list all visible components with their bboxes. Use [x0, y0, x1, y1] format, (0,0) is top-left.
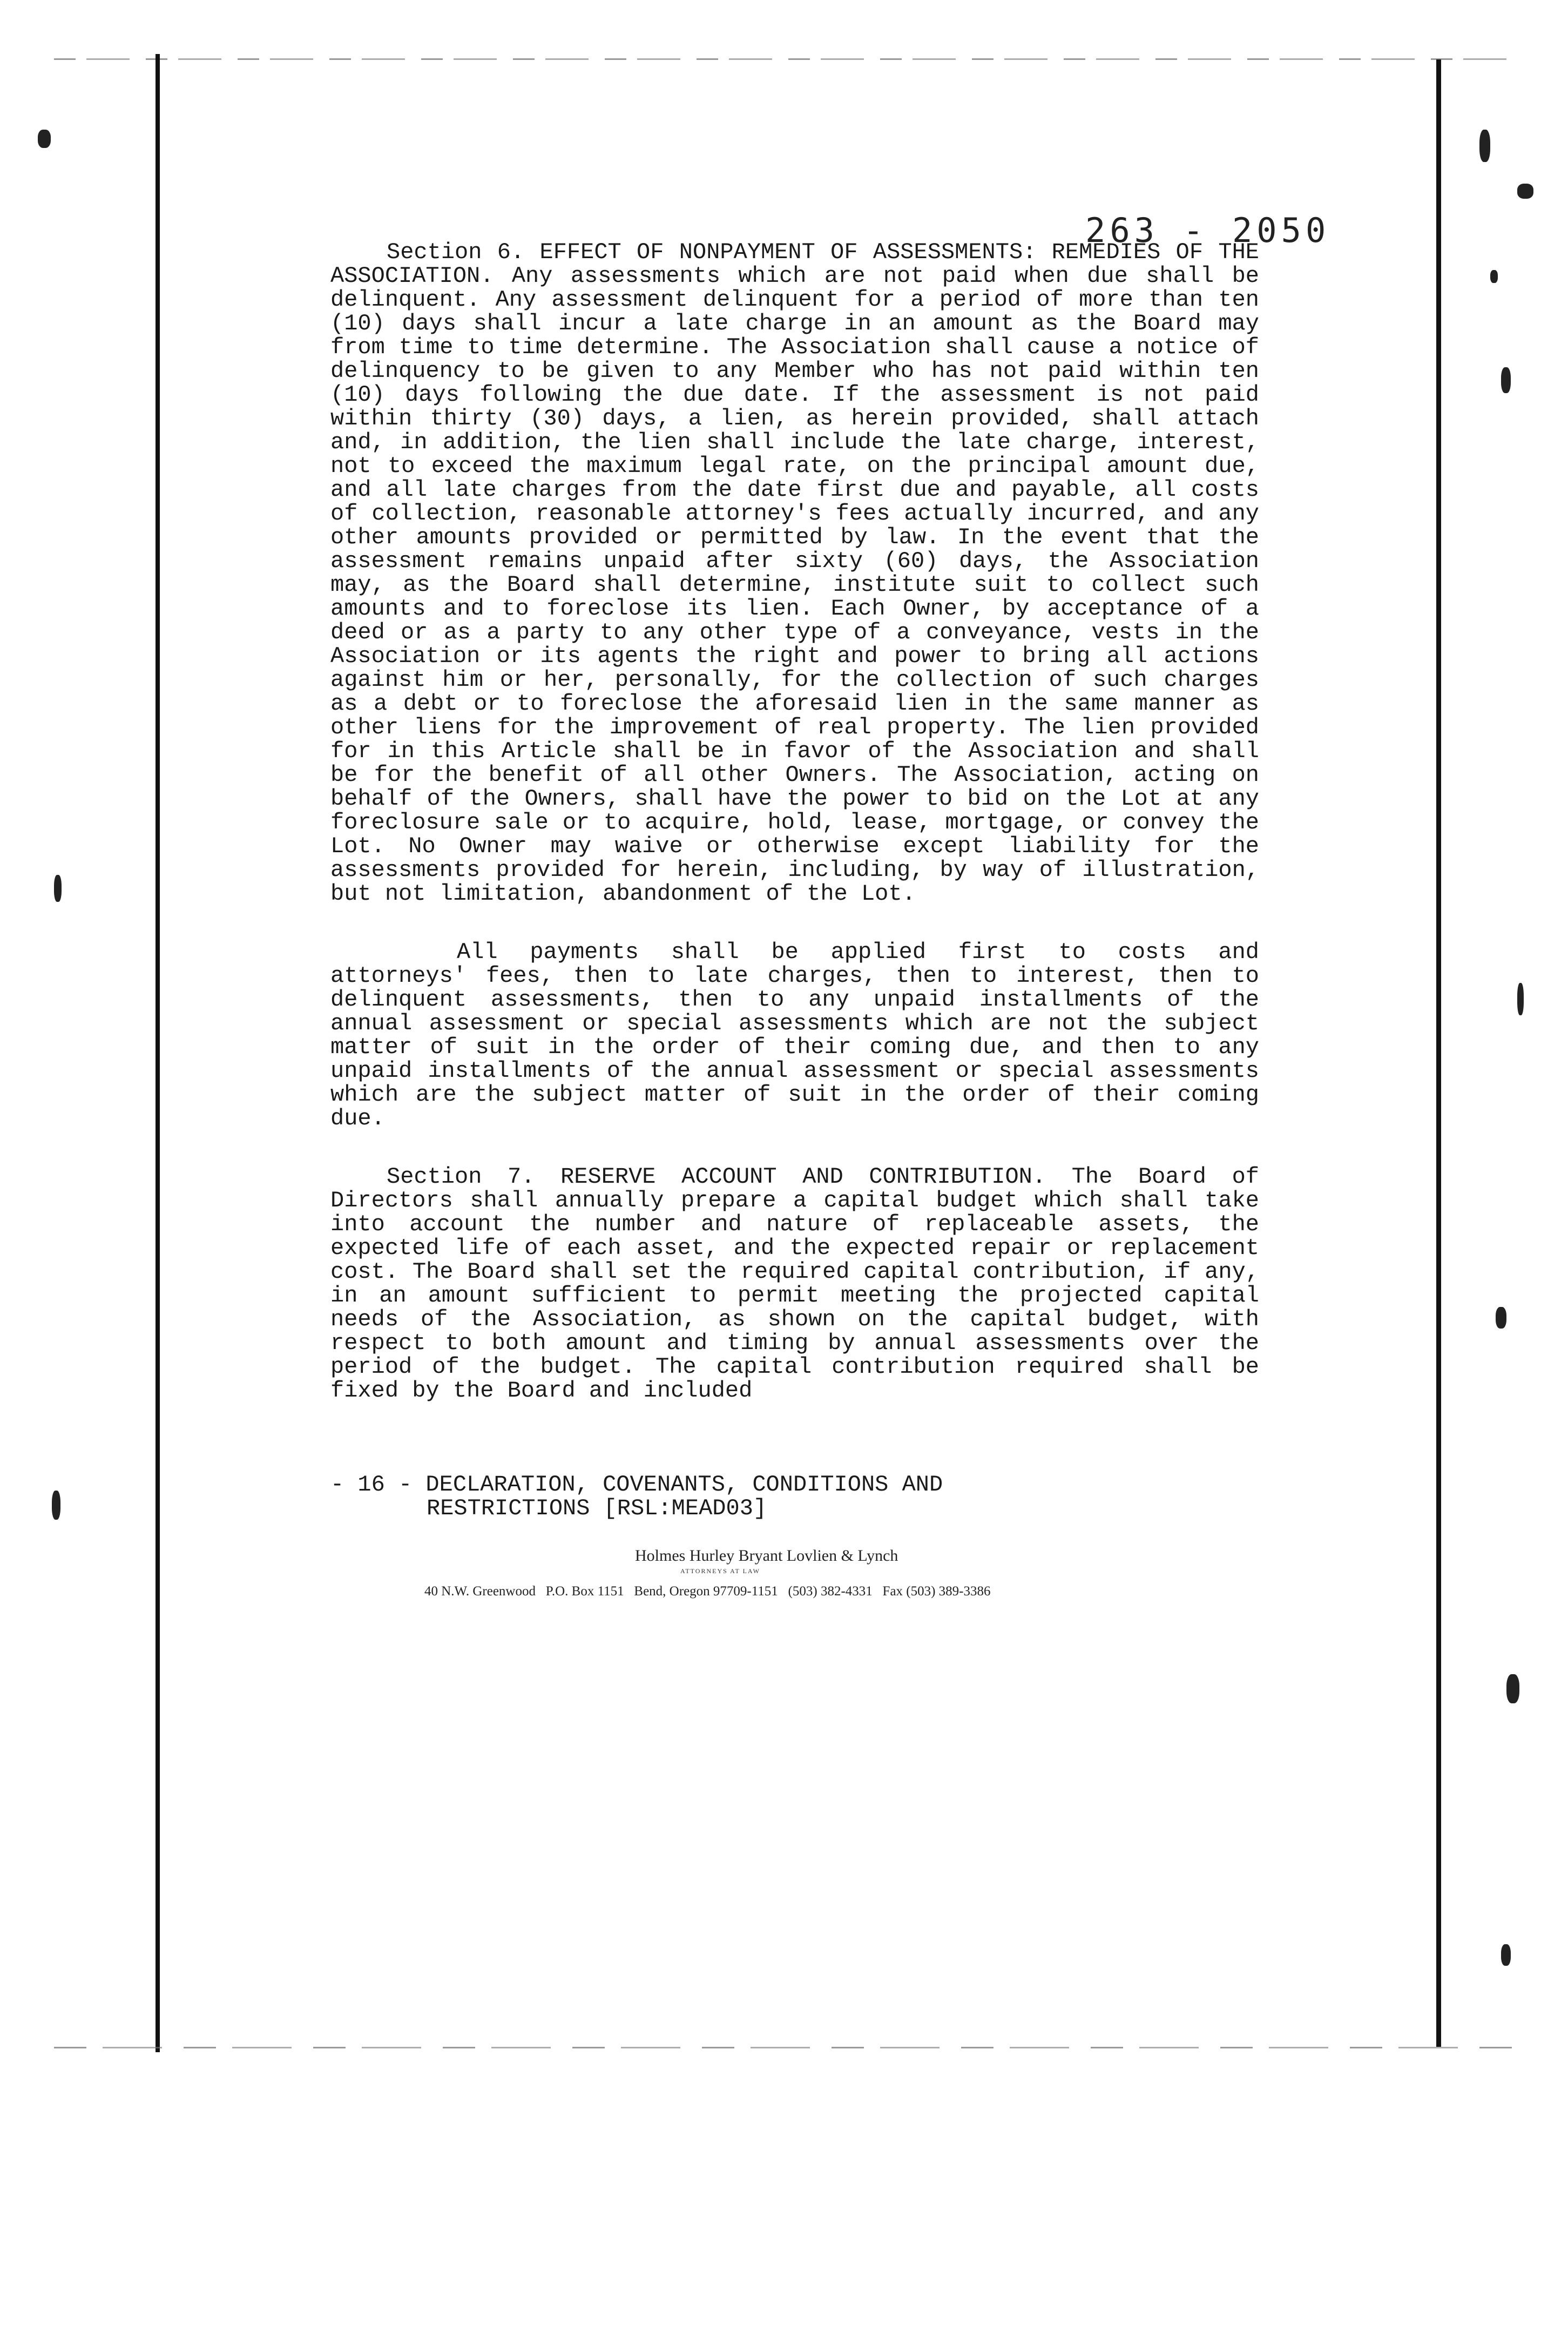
footer-line-2: RESTRICTIONS [RSL:MEAD03]	[427, 1495, 767, 1521]
footer-line-1: - 16 - DECLARATION, COVENANTS, CONDITIONS AND	[330, 1472, 943, 1498]
scan-top-edge	[54, 58, 1512, 60]
scan-speck	[1501, 1944, 1511, 1966]
section-6-paragraph: Section 6. EFFECT OF NONPAYMENT OF ASSESSMENTS: REMEDIES OF THE ASSOCIATION. Any assessments which are not paid when due shall be delinquent. Any assessment delinquent for a period of more than ten (10) days shall incur a late charge in an amount as the Board may from time to time determine. The Association shall cause a notice of delinquency to be given to any Member who has not paid within ten (10) days following the due date. If the assessment is not paid within thirty (30) days, a lien, as herein provided, shall attach and, in addition, the lien shall include the late charge, interest, not to exceed the maximum legal rate, on the principal amount due, and all late charges from the date first due and payable, all costs of collection, reasonable attorney's fees actually incurred, and any other amounts provided or permitted by law. In the event that the assessment remains unpaid after sixty (60) days, the Association may, as the Board shall determine, institute suit to collect such amounts and to foreclose its lien. Each Owner, by acceptance of a deed or as a party to any other type of a conveyance, vests in the Association or its agents the right and power to bring all actions against him or her, personally, for the collection of such charges as a debt or to foreclose the aforesaid lien in the same manner as other liens for the improvement of real property. The lien provided for in this Article shall be in favor of the Association and shall be for the benefit of all other Owners. The Association, acting on behalf of the Owners, shall have the power to bid on the Lot at any foreclosure sale or to acquire, hold, lease, mortgage, or convey the Lot. No Owner may waive or otherwise except liability for the assessments provided for herein, including, by way of illustration, but not limitation, abandonment of the Lot.	[330, 239, 1259, 907]
scan-speck	[1490, 270, 1498, 283]
law-firm-address: 40 N.W. Greenwood P.O. Box 1151 Bend, Oregon 97709-1151 (503) 382-4331 Fax (503) 389-3386	[424, 1584, 991, 1599]
document-body	[330, 240, 1259, 1437]
payments-paragraph: All payments shall be applied first to costs and attorneys' fees, then to late charges, then to interest, then to delinquent assessments, then to any unpaid installments of the annual assessment or special assessments which are not the subject matter of suit in the order of their coming due, and then to any unpaid installments of the annual assessment or special assessments which are the subject matter of suit in the order of their coming due.	[330, 939, 1259, 1131]
scan-speck	[1501, 367, 1511, 393]
law-firm-name: Holmes Hurley Bryant Lovlien & Lynch	[635, 1547, 898, 1565]
scan-bottom-edge	[54, 2047, 1512, 2048]
scan-speck	[52, 1491, 60, 1520]
section-7-paragraph: Section 7. RESERVE ACCOUNT AND CONTRIBUTION. The Board of Directors shall annually prepare a capital budget which shall take into account the number and nature of replaceable assets, the expected life of each asset, and the expected repair or replacement cost. The Board shall set the required capital contribution, if any, in an amount sufficient to permit meeting the projected capital needs of the Association, as shown on the capital budget, with respect to both amount and timing by annual assessments over the period of the budget. The capital contribution required shall be fixed by the Board and included	[330, 1164, 1259, 1404]
law-firm-subtitle: ATTORNEYS AT LAW	[680, 1567, 760, 1575]
scan-speck	[1517, 184, 1533, 199]
scan-speck	[1506, 1674, 1519, 1703]
page-stamp-number: 263 - 2050	[1085, 211, 1330, 250]
scan-speck	[1517, 983, 1524, 1015]
document-footer-title	[330, 1473, 943, 1520]
scan-speck	[38, 130, 51, 148]
scan-left-border	[156, 54, 160, 2052]
scan-speck	[1496, 1307, 1506, 1329]
scan-speck	[1479, 130, 1490, 162]
scan-right-border	[1436, 59, 1441, 2047]
scan-speck	[54, 875, 62, 902]
